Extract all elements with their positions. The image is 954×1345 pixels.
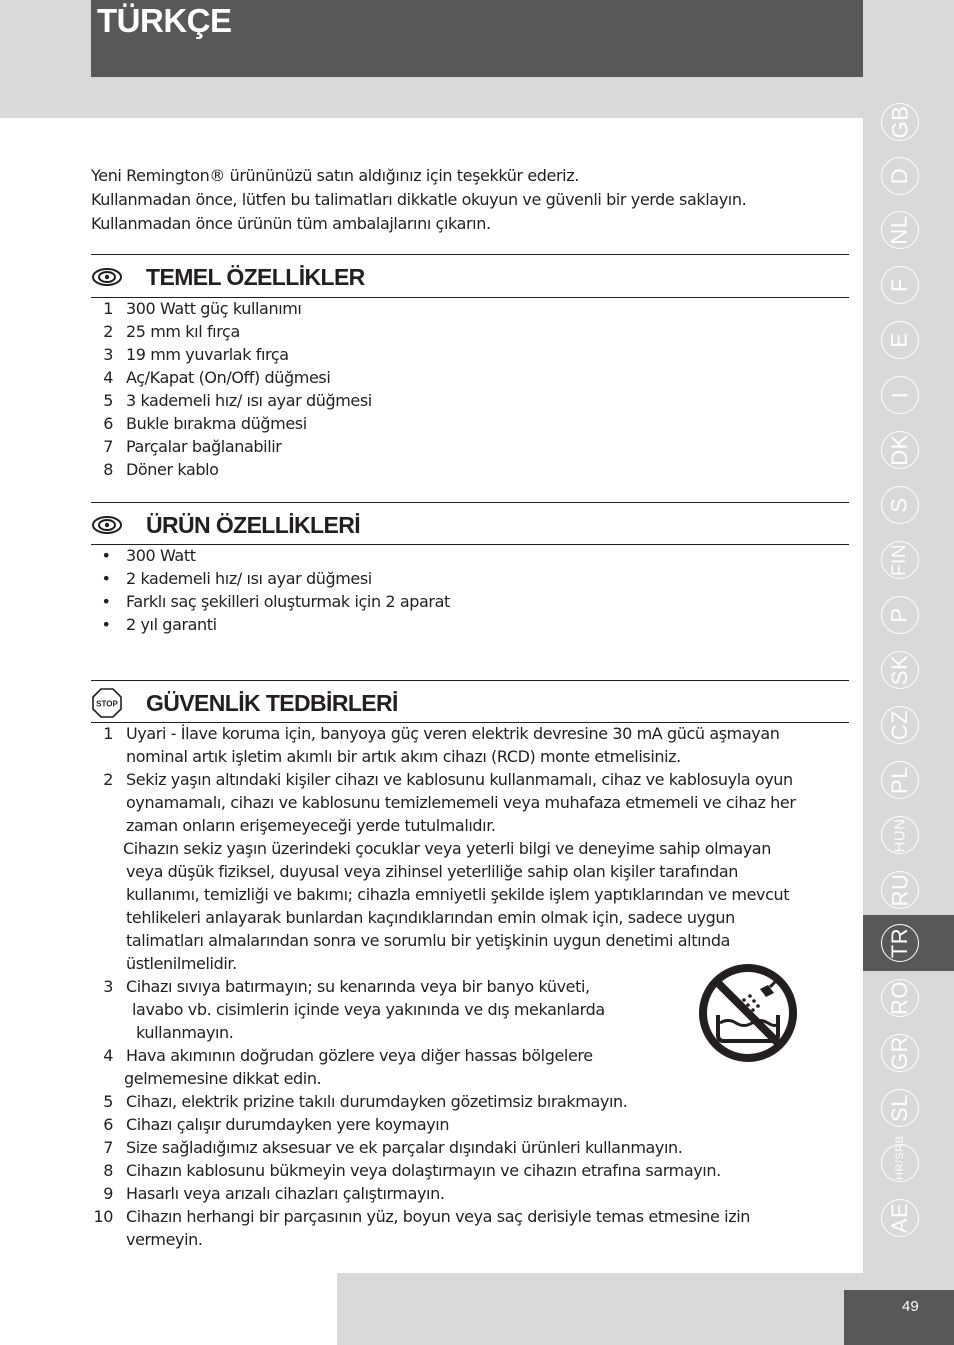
tab-e[interactable]: E <box>873 313 927 367</box>
list-item: 5 3 kademeli hız/ ısı ayar düğmesi <box>103 391 372 410</box>
features-list <box>91 297 849 481</box>
section-header-safety <box>91 680 849 724</box>
tab-cz[interactable]: CZ <box>873 698 927 752</box>
tab-hr-srb[interactable]: HR/SRB <box>873 1136 927 1190</box>
list-item: 2 25 mm kıl fırça <box>103 322 240 341</box>
section-title: TEMEL ÖZELLİKLER <box>146 264 365 290</box>
list-item: veya düşük fiziksel, duyusal veya zihinsel yeterliliğe sahip olan kişiler tarafından <box>126 862 739 881</box>
list-item: 1 300 Watt güç kullanımı <box>103 299 302 318</box>
list-item: kullanmayın. <box>136 1023 234 1042</box>
page-footer-area <box>0 1273 337 1345</box>
list-item: Cihazın sekiz yaşın üzerindeki çocuklar veya yeterli bilgi ve deneyime sahip olmayan <box>123 839 771 858</box>
tab-sl[interactable]: SL <box>873 1081 927 1135</box>
eye-icon <box>91 515 123 535</box>
list-item: kullanımı, temizliği ve bakımı; cihazla emniyetli şekilde işlem yaptıklarından ve mevcut <box>126 885 790 904</box>
list-item: 3 Cihazı sıvıya batırmayın; su kenarında veya bir banyo küveti, <box>103 977 590 996</box>
page-number-box <box>844 1290 954 1345</box>
list-item: • 300 Watt <box>101 546 196 565</box>
list-item: lavabo vb. cisimlerin içinde veya yakınında ve dış mekanlarda <box>132 1000 605 1019</box>
intro-line: Kullanmadan önce ürünün tüm ambalajlarını çıkarın. <box>91 214 491 233</box>
list-item: talimatları almalarından sonra ve sorumlu bir yetişkinin uygun denetimi altında <box>126 931 731 950</box>
intro <box>91 164 849 236</box>
list-item: 8 Cihazın kablosunu bükmeyin veya dolaştırmayın ve cihazın etrafına sarmayın. <box>103 1161 721 1180</box>
tab-d[interactable]: D <box>873 149 927 203</box>
section-title: GÜVENLİK TEDBİRLERİ <box>146 690 398 716</box>
stop-icon-label: STOP <box>96 699 118 709</box>
tab-i[interactable]: I <box>873 368 927 422</box>
tab-pl[interactable]: PL <box>873 753 927 807</box>
tab-ro[interactable]: RO <box>873 971 927 1025</box>
list-item: 6 Cihazı çalışır durumdayken yere koymayın <box>103 1115 450 1134</box>
page-title: TÜRKÇE <box>97 2 232 39</box>
tab-s[interactable]: S <box>873 478 927 532</box>
tab-ae[interactable]: AE <box>873 1191 927 1245</box>
divider <box>91 680 849 681</box>
list-item: 10 Cihazın herhangi bir parçasının yüz, boyun veya saç derisiyle temas etmesine izin <box>93 1207 750 1226</box>
section-title: ÜRÜN ÖZELLİKLERİ <box>146 512 360 538</box>
list-item: zaman onların erişemeyeceği yerde tutulmalıdır. <box>126 816 496 835</box>
divider <box>91 254 849 255</box>
list-item: 6 Bukle bırakma düğmesi <box>103 414 307 433</box>
list-item: 7 Parçalar bağlanabilir <box>103 437 282 456</box>
list-item: vermeyin. <box>126 1230 203 1249</box>
tab-sk[interactable]: SK <box>873 643 927 697</box>
list-item: 4 Hava akımının doğrudan gözlere veya diğer hassas bölgelere <box>103 1046 593 1065</box>
list-item: • 2 kademeli hız/ ısı ayar düğmesi <box>101 569 372 588</box>
list-item: 9 Hasarlı veya arızalı cihazları çalıştırmayın. <box>103 1184 445 1203</box>
list-item: nominal artık işletim akımlı bir artık akım cihazı (RCD) monte etmelisiniz. <box>126 747 681 766</box>
tab-nl[interactable]: NL <box>873 203 927 257</box>
list-item: 3 19 mm yuvarlak fırça <box>103 345 289 364</box>
list-item: • Farklı saç şekilleri oluşturmak için 2 aparat <box>101 592 450 611</box>
tab-gr[interactable]: GR <box>873 1026 927 1080</box>
tab-ru[interactable]: RU <box>873 863 927 917</box>
list-item: 7 Size sağladığımız aksesuar ve ek parçalar dışındaki ürünleri kullanmayın. <box>103 1138 683 1157</box>
list-item: 8 Döner kablo <box>103 460 219 479</box>
tab-fin[interactable]: FIN <box>873 533 927 587</box>
list-item: 5 Cihazı, elektrik prizine takılı durumdayken gözetimsiz bırakmayın. <box>103 1092 628 1111</box>
tab-hun[interactable]: HUN <box>873 808 927 862</box>
section-header-features <box>91 254 849 298</box>
list-item: gelmemesine dikkat edin. <box>124 1069 322 1088</box>
title-bar <box>91 0 863 77</box>
tab-gb[interactable]: GB <box>873 95 927 149</box>
tab-p[interactable]: P <box>873 588 927 642</box>
list-item: 2 Sekiz yaşın altındaki kişiler cihazı ve kablosunu kullanmamalı, cihaz ve kablosuyla oyun <box>103 770 793 789</box>
tab-tr-active[interactable]: TR <box>873 916 927 970</box>
list-item: tehlikeleri anlayarak bunlardan kaçındıklarından emin olmak için, sadece uygun <box>126 908 735 927</box>
page-number: 49 <box>902 1298 919 1315</box>
stop-icon <box>91 693 123 713</box>
tab-f[interactable]: F <box>873 258 927 312</box>
list-item: oynamamalı, cihazı ve kablosunu temizlememeli veya muhafaza etmemeli ve cihaz her <box>126 793 796 812</box>
tab-dk[interactable]: DK <box>873 423 927 477</box>
divider <box>91 502 849 503</box>
product-list <box>91 544 849 636</box>
section-header-product <box>91 502 849 546</box>
list-item: 4 Aç/Kapat (On/Off) düğmesi <box>103 368 331 387</box>
intro-line: Kullanmadan önce, lütfen bu talimatları dikkatle okuyun ve güvenli bir yerde saklayın. <box>91 190 747 209</box>
no-shower-bath-icon <box>698 963 798 1063</box>
list-item: 1 Uyari - İlave koruma için, banyoya güç veren elektrik devresine 30 mA gücü aşmayan <box>103 724 780 743</box>
intro-line: Yeni Remington® ürününüzü satın aldığınız için teşekkür ederiz. <box>91 166 579 185</box>
list-item: • 2 yıl garanti <box>101 615 217 634</box>
eye-icon <box>91 267 123 287</box>
list-item: üstlenilmelidir. <box>126 954 237 973</box>
